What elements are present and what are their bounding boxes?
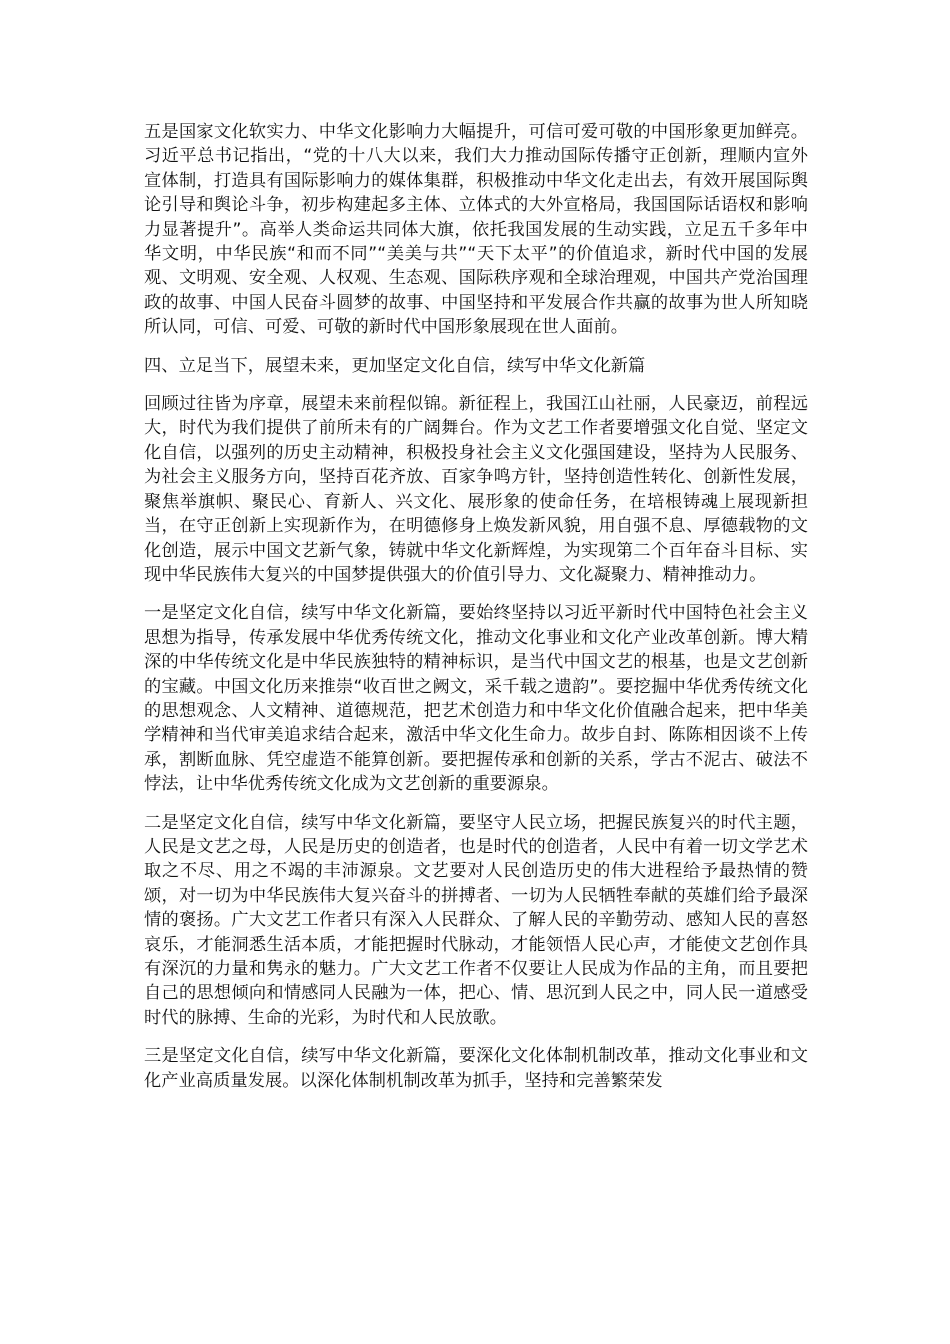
paragraph-point-one: 一是坚定文化自信，续写中华文化新篇，要始终坚持以习近平新时代中国特色社会主义思想为指导，传承发展中华优秀传统文化，推动文化事业和文化产业改革创新。博大精深的中华传统文化是中华民族独特的精神标识，是当代中国文艺的根基，也是文艺创新的宝藏。中国文化历来推崇“收百世之阙文，采千载之遗韵”。要挖掘中华优秀传统文化的思想观念、人文精神、道德规范，把艺术创造力和中华文化价值融合起来，把中华美学精神和当代审美追求结合起来，激活中华文化生命力。故步自封、陈陈相因谈不上传承，割断血脉、凭空虚造不能算创新。要把握传承和创新的关系，学古不泥古、破法不悖法，让中华优秀传统文化成为文艺创新的重要源泉。 xyxy=(144,603,808,795)
document-body xyxy=(144,120,808,1107)
paragraph-point-two: 二是坚定文化自信，续写中华文化新篇，要坚守人民立场，把握民族复兴的时代主题，人民是文艺之母，人民是历史的创造者，也是时代的创造者，人民中有着一切文学艺术取之不尽、用之不竭的丰沛源泉。文艺要对人民创造历史的伟大进程给予最热情的赞颂，对一切为中华民族伟大复兴奋斗的拼搏者、一切为人民牺牲奉献的英雄们给予最深情的褒扬。广大文艺工作者只有深入人民群众、了解人民的辛勤劳动、感知人民的喜怒哀乐，才能洞悉生活本质，才能把握时代脉动，才能领悟人民心声，才能使文艺创作具有深沉的力量和隽永的魅力。广大文艺工作者不仅要让人民成为作品的主角，而且要把自己的思想倾向和情感同人民融为一体，把心、情、思沉到人民之中，同人民一道感受时代的脉搏、生命的光彩，为时代和人民放歌。 xyxy=(144,812,808,1028)
paragraph-point-three: 三是坚定文化自信，续写中华文化新篇，要深化文化体制机制改革，推动文化事业和文化产业高质量发展。以深化体制机制改革为抓手，坚持和完善繁荣发 xyxy=(144,1046,808,1091)
paragraph-looking-forward: 回顾过往皆为序章，展望未来前程似锦。新征程上，我国江山社丽，人民豪迈，前程远大，时代为我们提供了前所未有的广阔舞台。作为文艺工作者要增强文化自觉、坚定文化自信，以强列的历史主动精神，积极投身社会主义文化强国建设，坚持为人民服务、为社会主义服务方向，坚持百花齐放、百家争鸣方针，坚持创造性转化、创新性发展，聚焦举旗帜、聚民心、育新人、兴文化、展形象的使命任务，在培根铸魂上展现新担当，在守正创新上实现新作为，在明德修身上焕发新风貌，用自强不息、厚德载物的文化创造，展示中国文艺新气象，铸就中华文化新辉煌，为实现第二个百年奋斗目标、实现中华民族伟大复兴的中国梦提供强大的价值引导力、文化凝聚力、精神推动力。 xyxy=(144,394,808,585)
section-heading-four: 四、立足当下，展望未来，更加坚定文化自信，续写中华文化新篇 xyxy=(144,355,646,376)
paragraph-soft-power: 五是国家文化软实力、中华文化影响力大幅提升，可信可爱可敬的中国形象更加鲜亮。习近平总书记指出，“党的十八大以来，我们大力推动国际传播守正创新，理顺内宣外宣体制，打造具有国际影响力的媒体集群，积极推动中华文化走出去，有效开展国际舆论引导和舆论斗争，初步构建起多主体、立体式的大外宣格局，我国国际话语权和影响力显著提升”。高举人类命运共同体大旗，依托我国发展的生动实践，立足五千多年中华文明，中华民族“和而不同”“美美与共”“天下太平”的价值追求，新时代中国的发展观、文明观、安全观、人权观、生态观、国际秩序观和全球治理观，中国共产党治国理政的故事、中国人民奋斗圆梦的故事、中国坚持和平发展合作共赢的故事为世人所知晓所认同，可信、可爱、可敬的新时代中国形象展现在世人面前。 xyxy=(144,122,808,338)
